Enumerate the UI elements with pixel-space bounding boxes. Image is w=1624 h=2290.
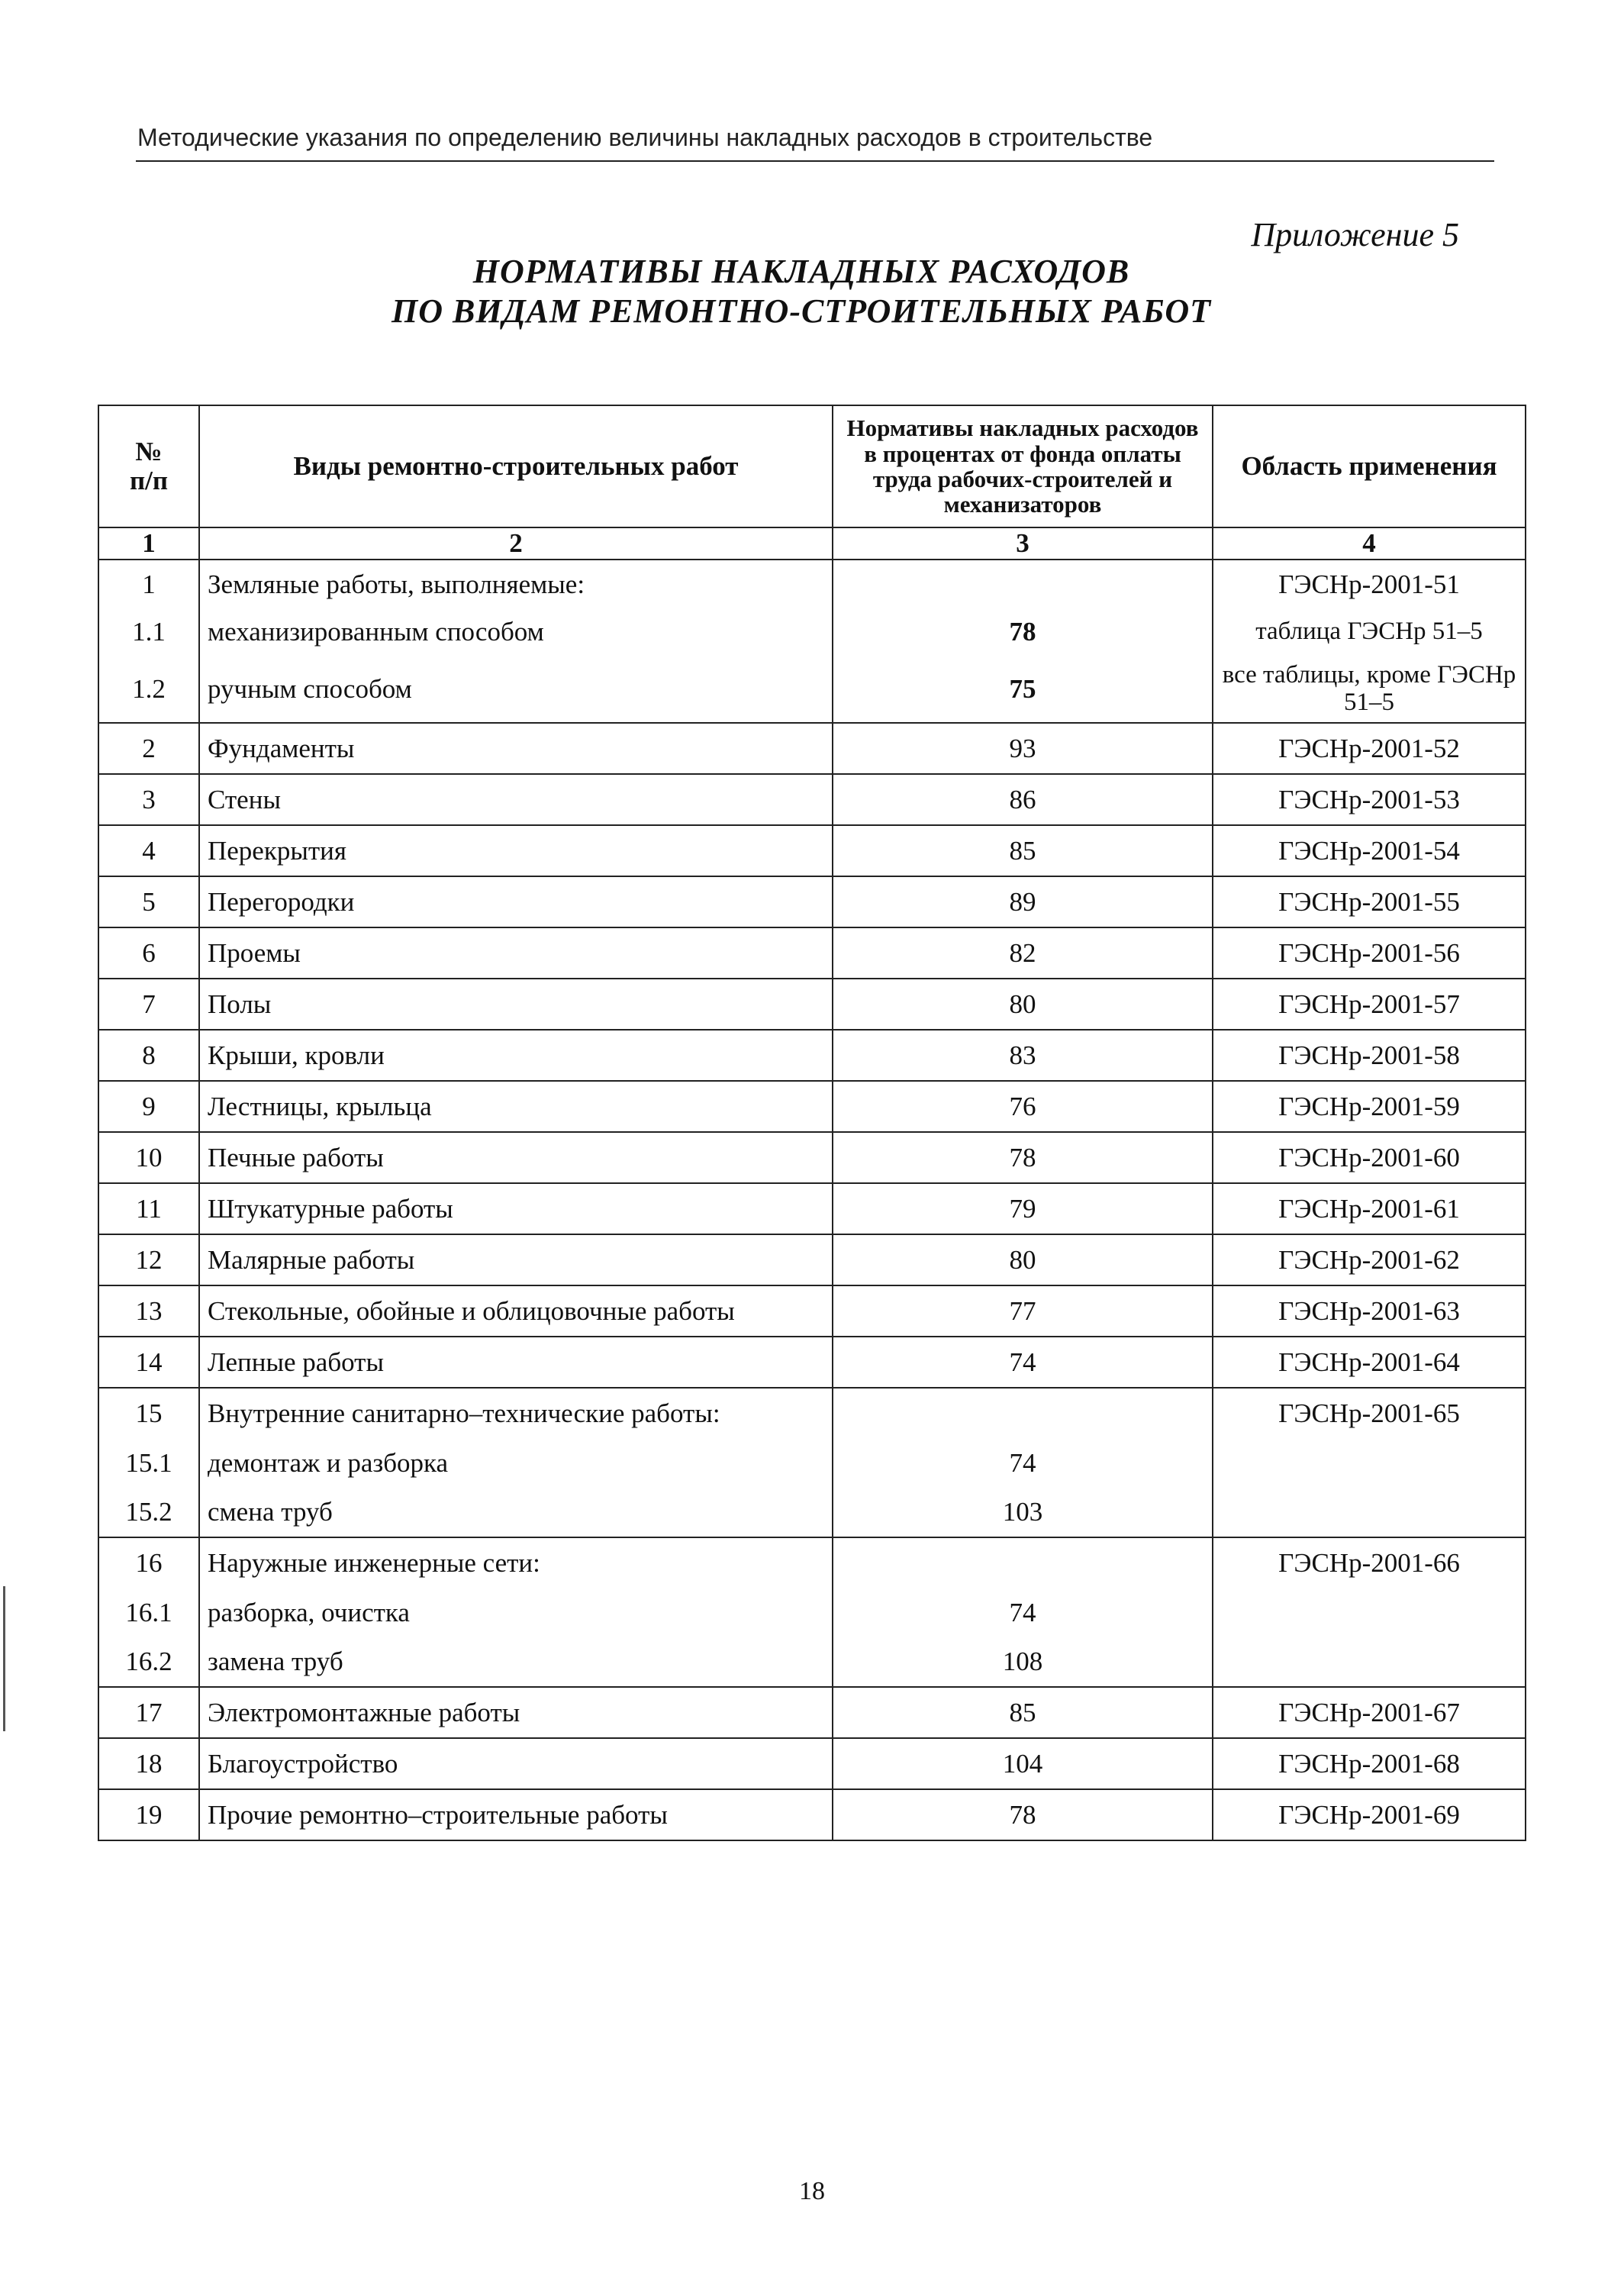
row-number: 15.1 [98,1438,199,1488]
scope: ГЭСНр-2001-58 [1213,1030,1526,1081]
row-number: 13 [98,1285,199,1337]
norm-value: 82 [833,927,1213,979]
row-number: 15.2 [98,1488,199,1537]
table-row [98,927,1526,979]
scope: ГЭСНр-2001-62 [1213,1234,1526,1285]
row-number: 16 [98,1537,199,1588]
scan-margin-mark [3,1586,5,1731]
scope: таблица ГЭСНр 51–5 [1213,608,1526,656]
work-type: ручным способом [199,656,833,723]
row-number: 16.1 [98,1588,199,1637]
table-row [98,1030,1526,1081]
scope: ГЭСНр-2001-61 [1213,1183,1526,1234]
scope: ГЭСНр-2001-56 [1213,927,1526,979]
scope: ГЭСНр-2001-67 [1213,1687,1526,1738]
table-row [98,608,1526,656]
row-number: 8 [98,1030,199,1081]
work-type: Лепные работы [199,1337,833,1388]
running-header: Методические указания по определению величины накладных расходов в строительстве [137,124,1153,151]
table-row [98,774,1526,825]
scope [1213,1438,1526,1488]
scope: ГЭСНр-2001-51 [1213,560,1526,608]
work-type: Перегородки [199,876,833,927]
norm-value: 104 [833,1738,1213,1789]
work-type: Электромонтажные работы [199,1687,833,1738]
document-title-line1: НОРМАТИВЫ НАКЛАДНЫХ РАСХОДОВ [472,253,1130,290]
table-row [98,560,1526,608]
scope: ГЭСНр-2001-54 [1213,825,1526,876]
scope: ГЭСНр-2001-68 [1213,1738,1526,1789]
norm-value: 77 [833,1285,1213,1337]
scope [1213,1637,1526,1687]
row-number: 1.1 [98,608,199,656]
scope [1213,1588,1526,1637]
row-number: 1.2 [98,656,199,723]
scope: все таблицы, кроме ГЭСНр 51–5 [1213,656,1526,723]
norm-value: 86 [833,774,1213,825]
norm-value: 76 [833,1081,1213,1132]
table-row [98,1388,1526,1438]
work-type: Стекольные, обойные и облицовочные работы [199,1285,833,1337]
row-number: 11 [98,1183,199,1234]
work-type: смена труб [199,1488,833,1537]
table-row [98,1337,1526,1388]
appendix-label: Приложение 5 [1251,216,1459,253]
work-type: Проемы [199,927,833,979]
work-type: Крыши, кровли [199,1030,833,1081]
table-row [98,1637,1526,1687]
work-type: Фундаменты [199,723,833,774]
norm-value: 75 [833,656,1213,723]
work-type: Земляные работы, выполняемые: [199,560,833,608]
scope: ГЭСНр-2001-52 [1213,723,1526,774]
work-type: Штукатурные работы [199,1183,833,1234]
norm-value: 74 [833,1337,1213,1388]
table-row [98,656,1526,723]
norm-value: 80 [833,979,1213,1030]
row-number: 14 [98,1337,199,1388]
norm-value [833,1537,1213,1588]
overhead-norms-table [98,405,1526,1841]
norm-value: 85 [833,825,1213,876]
row-number: 1 [98,560,199,608]
scope: ГЭСНр-2001-69 [1213,1789,1526,1840]
work-type: Прочие ремонтно–строительные работы [199,1789,833,1840]
table-row [98,876,1526,927]
column-numbers-row [98,527,1526,560]
table-row [98,1285,1526,1337]
table-row [98,1438,1526,1488]
norm-value: 103 [833,1488,1213,1537]
page-number: 18 [799,2177,825,2205]
table-row [98,1081,1526,1132]
work-type: демонтаж и разборка [199,1438,833,1488]
header-rule [136,160,1494,162]
column-number: 4 [1213,527,1526,560]
row-number: 3 [98,774,199,825]
norm-value: 78 [833,1132,1213,1183]
scope [1213,1488,1526,1537]
norm-value: 85 [833,1687,1213,1738]
scope: ГЭСНр-2001-55 [1213,876,1526,927]
work-type: механизированным способом [199,608,833,656]
scope: ГЭСНр-2001-65 [1213,1388,1526,1438]
scope: ГЭСНр-2001-59 [1213,1081,1526,1132]
norm-value: 79 [833,1183,1213,1234]
norm-value: 108 [833,1637,1213,1687]
work-type: Благоустройство [199,1738,833,1789]
column-number: 3 [833,527,1213,560]
row-number: 10 [98,1132,199,1183]
table-row [98,1183,1526,1234]
column-number: 2 [199,527,833,560]
scope: ГЭСНр-2001-64 [1213,1337,1526,1388]
row-number: 16.2 [98,1637,199,1687]
row-number: 18 [98,1738,199,1789]
row-number: 17 [98,1687,199,1738]
scope: ГЭСНр-2001-53 [1213,774,1526,825]
norm-value: 74 [833,1438,1213,1488]
table-row [98,1537,1526,1588]
table-row [98,1588,1526,1637]
row-number: 9 [98,1081,199,1132]
norm-value: 74 [833,1588,1213,1637]
table-row [98,1234,1526,1285]
norm-value [833,560,1213,608]
work-type: Малярные работы [199,1234,833,1285]
table-row [98,1789,1526,1840]
norm-value: 83 [833,1030,1213,1081]
table-row [98,979,1526,1030]
table-row [98,825,1526,876]
norm-value: 80 [833,1234,1213,1285]
work-type: разборка, очистка [199,1588,833,1637]
norm-value: 78 [833,1789,1213,1840]
row-number: 6 [98,927,199,979]
scope: ГЭСНр-2001-63 [1213,1285,1526,1337]
table-row [98,723,1526,774]
table-row [98,1488,1526,1537]
work-type: Наружные инженерные сети: [199,1537,833,1588]
row-number: 15 [98,1388,199,1438]
header-scope: Область применения [1213,405,1526,527]
scope: ГЭСНр-2001-66 [1213,1537,1526,1588]
norm-value: 93 [833,723,1213,774]
scope: ГЭСНр-2001-60 [1213,1132,1526,1183]
work-type: Перекрытия [199,825,833,876]
document-title-line2: ПО ВИДАМ РЕМОНТНО-СТРОИТЕЛЬНЫХ РАБОТ [392,292,1211,330]
norm-value: 89 [833,876,1213,927]
table-row [98,1738,1526,1789]
header-work-type: Виды ремонтно-строительных работ [199,405,833,527]
work-type: Внутренние санитарно–технические работы: [199,1388,833,1438]
row-number: 4 [98,825,199,876]
column-number: 1 [98,527,199,560]
row-number: 19 [98,1789,199,1840]
table-row [98,1687,1526,1738]
scope: ГЭСНр-2001-57 [1213,979,1526,1030]
row-number: 2 [98,723,199,774]
work-type: Полы [199,979,833,1030]
work-type: Стены [199,774,833,825]
header-norm: Нормативы накладных расходов в процентах от фонда оплаты труда рабочих-строителей и механизаторов [833,405,1213,527]
row-number: 7 [98,979,199,1030]
row-number: 12 [98,1234,199,1285]
row-number: 5 [98,876,199,927]
work-type: Лестницы, крыльца [199,1081,833,1132]
table-row [98,1132,1526,1183]
work-type: замена труб [199,1637,833,1687]
header-number: № п/п [98,405,199,527]
norm-value: 78 [833,608,1213,656]
norm-value [833,1388,1213,1438]
work-type: Печные работы [199,1132,833,1183]
